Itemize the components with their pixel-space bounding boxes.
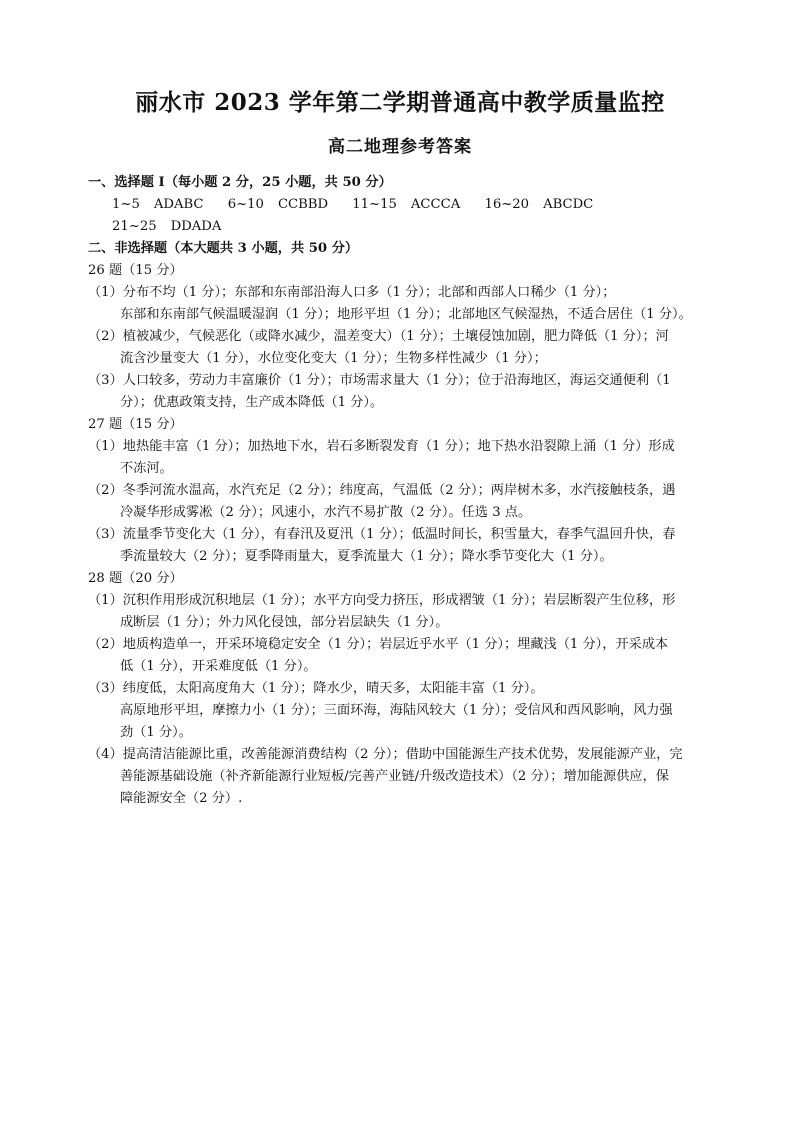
answer-range: 11~15: [352, 197, 397, 212]
answer-letters: ABCDC: [543, 197, 594, 212]
answer-letters: ADABC: [153, 197, 204, 212]
q28-line: 高原地形平坦，摩擦力小（1 分）；三面环海，海陆风较大（1 分）；受信风和西风影响，风力强: [120, 703, 673, 718]
q27-title: 27 题（15 分）: [88, 417, 183, 432]
q26-line: （3）人口较多，劳动力丰富廉价（1 分）；市场需求量大（1 分）；位于沿海地区，海运交通便利（1: [88, 373, 671, 388]
section2-heading: 二、非选择题（本大题共 3 小题，共 50 分）: [88, 241, 359, 256]
section1-heading: 一、选择题 I（每小题 2 分，25 小题，共 50 分）: [88, 175, 392, 190]
q28-title: 28 题（20 分）: [88, 571, 183, 586]
answer-range: 1~5: [112, 197, 140, 212]
q28-line: （1）沉积作用形成沉积地层（1 分）；水平方向受力挤压，形成褶皱（1 分）；岩层断裂产生位移，形: [88, 593, 676, 608]
q26-line: 分）；优惠政策支持，生产成本降低（1 分）。: [120, 395, 384, 410]
page-title: 丽水市 2023 学年第二学期普通高中教学质量监控: [135, 89, 665, 116]
q26-title: 26 题（15 分）: [88, 263, 183, 278]
answer-range: 6~10: [227, 197, 264, 212]
q26-line: 流含沙量变大（1 分），水位变化变大（1 分）；生物多样性减少（1 分）；: [120, 351, 547, 366]
q27-line: 冷凝华形成雾凇（2 分）；风速小，水汽不易扩散（2 分）。任选 3 点。: [120, 505, 532, 520]
q26-line: （2）植被减少，气候恶化（或降水减少，温差变大）（1 分）；土壤侵蚀加剧，肥力降低（1 分）；河: [88, 329, 669, 344]
q28-line: 善能源基础设施（补齐新能源行业短板/完善产业链/升级改造技术）（2 分）；增加能源供应，保: [120, 769, 669, 784]
choice-answers-row-1: [88, 194, 728, 216]
answer-letters: CCBBD: [277, 197, 329, 212]
q28-line: 低（1 分），开采难度低（1 分）。: [120, 659, 317, 674]
q28-line: 成断层（1 分）；外力风化侵蚀，部分岩层缺失（1 分）。: [120, 615, 449, 630]
q27-line: （3）流量季节变化大（1 分），有春汛及夏汛（1 分）；低温时间长，积雪量大，春季气温回升快，春: [88, 527, 676, 542]
answer-letters: DDADA: [170, 219, 222, 234]
answer-range: 16~20: [484, 197, 530, 212]
q28-line: （4）提高清洁能源比重，改善能源消费结构（2 分）；借助中国能源生产技术优势，发展能源产业，完: [88, 747, 683, 762]
page-subtitle: 高二地理参考答案: [328, 137, 472, 157]
q28-line: （3）纬度低，太阳高度角大（1 分）；降水少，晴天多，太阳能丰富（1 分）。: [88, 681, 544, 696]
answer-range: 21~25: [112, 219, 157, 234]
q28-line: 劲（1 分）。: [120, 725, 192, 740]
answer-content: [88, 172, 728, 810]
answer-letters: ACCCA: [410, 197, 461, 212]
choice-answers-row-2: [88, 216, 728, 238]
q28-line: （2）地质构造单一，开采环境稳定安全（1 分）；岩层近乎水平（1 分）；埋藏浅（1 分），开采成本: [88, 637, 669, 652]
q27-line: 不冻河。: [120, 461, 173, 476]
q26-line: 东部和东南部气候温暖湿润（1 分）；地形平坦（1 分）；北部地区气候湿热，不适合居住（1 分）。: [120, 307, 692, 322]
q27-line: （1）地热能丰富（1 分）；加热地下水，岩石多断裂发育（1 分）；地下热水沿裂隙上涌（1 分）形成: [88, 439, 675, 454]
q27-line: 季流量较大（2 分）；夏季降雨量大，夏季流量大（1 分）；降水季节变化大（1 分）。: [120, 549, 613, 564]
q26-line: （1）分布不均（1 分）；东部和东南部沿海人口多（1 分）；北部和西部人口稀少（1 分）；: [88, 285, 616, 300]
q27-line: （2）冬季河流水温高，水汽充足（2 分）；纬度高，气温低（2 分）；两岸树木多，水汽接触枝条，遇: [88, 483, 676, 498]
q28-line: 障能源安全（2 分）.: [120, 791, 243, 806]
